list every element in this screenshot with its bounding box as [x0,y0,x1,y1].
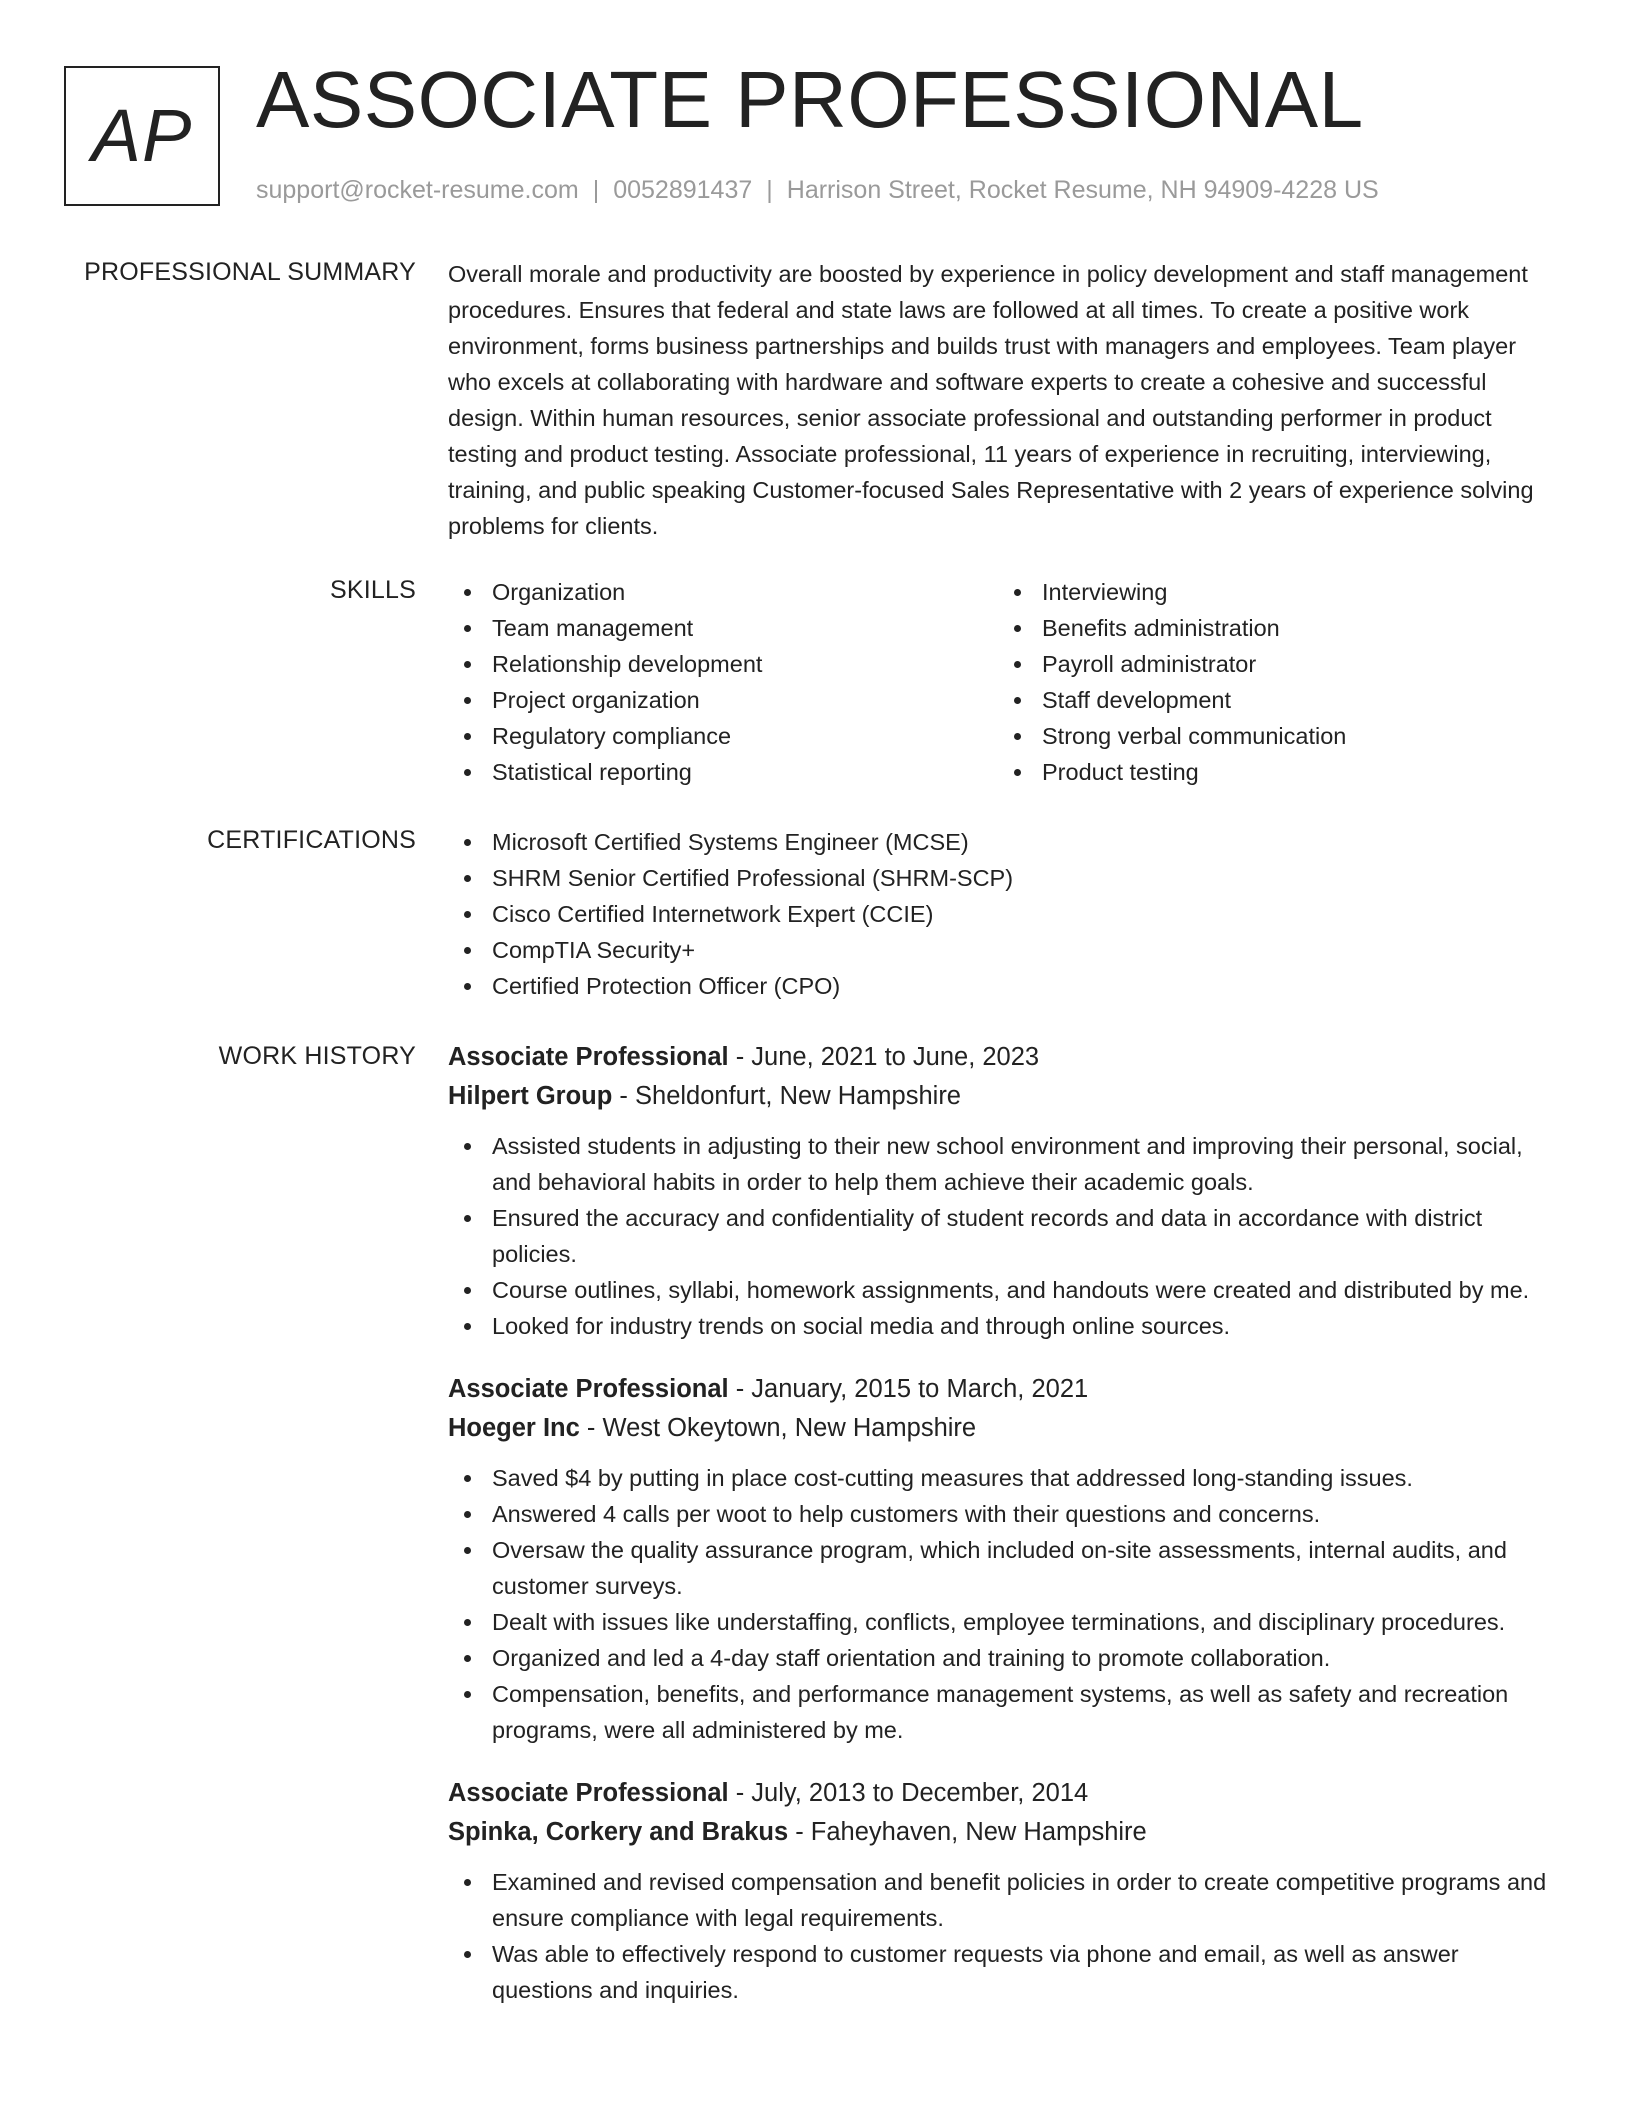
list-item: Strong verbal communication [998,718,1548,754]
job-entry [448,1370,1564,1748]
job-company-line [448,1409,1564,1448]
summary-text: Overall morale and productivity are boosted by experience in policy development and staff management procedures. Ensures that federal and state laws are followed at all times. To create a positive work environment, forms business partnerships and builds trust with managers and employees. Team player who excels at collaborating with hardware and software experts to create a cohesive and successful design. Within human resources, senior associate professional and outstanding performer in product testing and product testing. Associate professional, 11 years of experience in recruiting, interviewing, training, and public speaking Customer-focused Sales Representative with 2 years of experience solving problems for clients. [448,261,1534,539]
job-duties [448,1864,1564,2008]
list-item: SHRM Senior Certified Professional (SHRM-SCP) [448,860,1564,896]
list-item: Staff development [998,682,1548,718]
contact-line [256,176,1379,205]
job-entry [448,1774,1564,2008]
job-company: Hilpert Group [448,1082,613,1110]
list-item: Answered 4 calls per woot to help customers with their questions and concerns. [448,1496,1564,1532]
job-dates: - July, 2013 to December, 2014 [728,1779,1089,1807]
list-item: Payroll administrator [998,646,1548,682]
job-title: Associate Professional [448,1375,729,1403]
skills-grid [448,574,1564,790]
list-item: Cisco Certified Internetwork Expert (CCIE) [448,896,1564,932]
section-label-summary: PROFESSIONAL SUMMARY [84,258,416,286]
contact-phone: 0052891437 [613,176,753,204]
contact-email: support@rocket-resume.com [256,176,579,204]
list-item: Course outlines, syllabi, homework assignments, and handouts were created and distributed by me. [448,1272,1564,1308]
job-company-line [448,1813,1564,1852]
list-item: Certified Protection Officer (CPO) [448,968,1564,1004]
list-item: Examined and revised compensation and benefit policies in order to create competitive programs and ensure compliance with legal requirements. [448,1864,1564,1936]
contact-separator: | [592,176,600,204]
job-company-line [448,1077,1564,1116]
job-dates: - January, 2015 to March, 2021 [728,1375,1089,1403]
job-duties [448,1128,1564,1344]
job-title-line [448,1774,1564,1813]
job-title-line [448,1038,1564,1077]
job-location: - Sheldonfurt, New Hampshire [612,1082,961,1110]
job-dates: - June, 2021 to June, 2023 [728,1043,1040,1071]
section-label-work-history: WORK HISTORY [218,1042,416,1070]
job-company: Spinka, Corkery and Brakus [448,1818,789,1846]
list-item: Organization [448,574,998,610]
list-item: Regulatory compliance [448,718,998,754]
monogram-box [64,66,220,206]
certifications-list [448,824,1564,1004]
list-item: Dealt with issues like understaffing, conflicts, employee terminations, and disciplinary procedures. [448,1604,1564,1640]
section-label-certifications: CERTIFICATIONS [207,826,416,854]
list-item: Was able to effectively respond to customer requests via phone and email, as well as answer questions and inquiries. [448,1936,1564,2008]
list-item: Organized and led a 4-day staff orientation and training to promote collaboration. [448,1640,1564,1676]
list-item: Team management [448,610,998,646]
job-location: - Faheyhaven, New Hampshire [788,1818,1147,1846]
job-company: Hoeger Inc [448,1414,580,1442]
list-item: Saved $4 by putting in place cost-cutting measures that addressed long-standing issues. [448,1460,1564,1496]
list-item: Assisted students in adjusting to their new school environment and improving their personal, social, and behavioral habits in order to help them achieve their academic goals. [448,1128,1564,1200]
job-entry [448,1038,1564,1344]
list-item: Ensured the accuracy and confidentiality of student records and data in accordance with district policies. [448,1200,1564,1272]
skills-list-right [998,574,1548,790]
job-title-line [448,1370,1564,1409]
monogram-initials: AP [91,94,193,177]
list-item: Benefits administration [998,610,1548,646]
job-location: - West Okeytown, New Hampshire [579,1414,977,1442]
list-item: Looked for industry trends on social media and through online sources. [448,1308,1564,1344]
list-item: Compensation, benefits, and performance management systems, as well as safety and recreation programs, were all administered by me. [448,1676,1564,1748]
skills-list-left [448,574,998,790]
job-duties [448,1460,1564,1748]
list-item: Microsoft Certified Systems Engineer (MCSE) [448,824,1564,860]
list-item: Oversaw the quality assurance program, which included on-site assessments, internal audits, and customer surveys. [448,1532,1564,1604]
contact-separator: | [766,176,773,204]
list-item: Relationship development [448,646,998,682]
list-item: Statistical reporting [448,754,998,790]
section-label-skills: SKILLS [330,576,416,604]
list-item: Product testing [998,754,1548,790]
list-item: Interviewing [998,574,1548,610]
list-item: CompTIA Security+ [448,932,1564,968]
job-title: Associate Professional [448,1779,729,1807]
list-item: Project organization [448,682,998,718]
job-title: Associate Professional [448,1043,729,1071]
contact-address: Harrison Street, Rocket Resume, NH 94909-4228 US [786,176,1379,204]
candidate-name: ASSOCIATE PROFESSIONAL [256,55,1364,144]
